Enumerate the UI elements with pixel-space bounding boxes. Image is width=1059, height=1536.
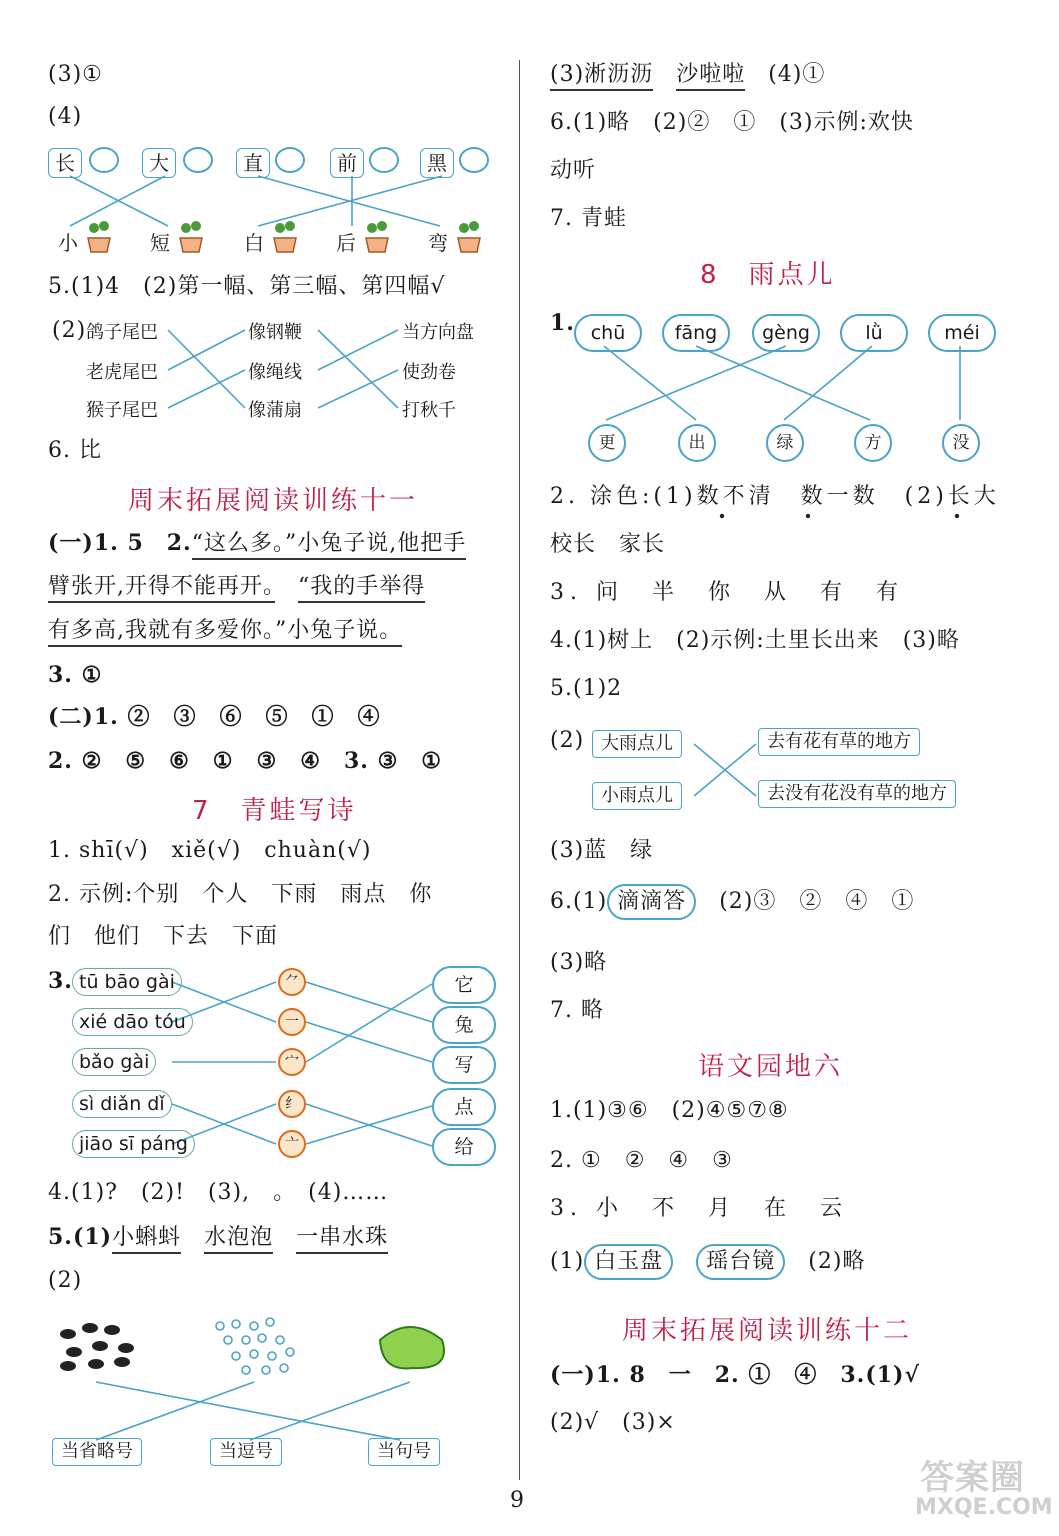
answer-line: 1.(1)③⑥ (2)④⑤⑦⑧ xyxy=(550,1098,789,1123)
char-drop: 更 xyxy=(588,424,626,462)
underlined-answer: “我的手举得 xyxy=(298,574,425,603)
word-label: 小 xyxy=(58,231,79,255)
answer-line: (2) xyxy=(48,1268,83,1293)
pinyin-pill: bǎo gài xyxy=(72,1048,156,1076)
char-drop: 出 xyxy=(678,424,716,462)
rain-box: 小雨点儿 xyxy=(592,782,682,810)
answer-text: (2)略 xyxy=(808,1249,866,1274)
answer-line: (3)略 xyxy=(550,950,608,975)
answer-line: 4.(1)树上 (2)示例:土里长出来 (3)略 xyxy=(550,628,960,653)
underlined-answer: (3)淅沥沥 xyxy=(550,62,653,91)
answer-line: 3. 问 半 你 从 有 有 xyxy=(550,580,904,605)
answer-line: 3. xyxy=(48,968,73,994)
underlined-answer: 小蝌蚪 xyxy=(112,1225,181,1254)
char-drop: 方 xyxy=(854,424,892,462)
answer-line: (3)① xyxy=(48,62,103,87)
dotted-word: 数一数 xyxy=(800,484,879,509)
answer-label: 5.(1) xyxy=(48,1224,113,1250)
answer-line: 校长 家长 xyxy=(550,532,666,557)
answer-line: 3. ① xyxy=(48,662,103,688)
answer-text: (2)长大 xyxy=(904,484,1000,509)
answer-line: 2. 示例:个别 个人 下雨 雨点 你 xyxy=(48,882,433,907)
answer-line: 1. shī(√) xiě(√) chuàn(√) xyxy=(48,838,372,863)
punctuation-box: 当逗号 xyxy=(210,1438,282,1466)
underlined-answer: 臂张开,开得不能再开。 xyxy=(48,574,275,603)
answer-line: (二)1. ② ③ ⑥ ⑤ ① ④ xyxy=(48,704,381,730)
word-label: 弯 xyxy=(428,231,449,255)
oval-answer: 白玉盘 xyxy=(584,1244,673,1280)
answer-line: (4) xyxy=(48,104,83,129)
underlined-answer: 水泡泡 xyxy=(204,1225,273,1254)
word-label: 短 xyxy=(150,231,171,255)
oval-answer: 滴滴答 xyxy=(607,884,696,920)
char-drop: 没 xyxy=(942,424,980,462)
pinyin-pill: tū bāo gài xyxy=(72,968,182,996)
place-box: 去有花有草的地方 xyxy=(758,728,920,756)
section-title: 7 青蛙写诗 xyxy=(192,796,357,826)
pinyin-pill: xié dāo tóu xyxy=(72,1008,193,1036)
answer-line: 5.(1)4 (2)第一幅、第三幅、第四幅√ xyxy=(48,274,446,299)
section-title: 语文园地六 xyxy=(698,1052,844,1082)
underlined-answer: 沙啦啦 xyxy=(676,62,745,91)
word-box: 大 xyxy=(142,148,176,178)
punctuation-box: 当省略号 xyxy=(52,1438,142,1466)
radical-sun: 一 xyxy=(278,1008,306,1036)
answer-line: 动听 xyxy=(550,158,597,183)
like-item: 像钢鞭 xyxy=(248,322,302,343)
answer-line: 1. xyxy=(550,310,575,336)
radical-sun: ⺈ xyxy=(278,968,306,996)
word-box: 长 xyxy=(48,148,82,178)
radical-sun: 亠 xyxy=(278,1130,306,1158)
punctuation-box: 当句号 xyxy=(368,1438,440,1466)
answer-line: 们 他们 下去 下面 xyxy=(48,924,279,949)
answer-line: 7. 青蛙 xyxy=(550,206,627,231)
word-box: 黑 xyxy=(420,148,454,178)
watermark-logo: 答案圈 xyxy=(920,1458,1025,1498)
pinyin-cloud: méi xyxy=(928,314,996,352)
answer-text: (2)③ ② ④ ① xyxy=(719,889,915,914)
char-cloud: 兔 xyxy=(432,1006,496,1044)
char-cloud: 给 xyxy=(432,1128,496,1166)
answer-line: (一)1. 8 一 2. ① ④ 3.(1)√ xyxy=(550,1362,920,1388)
page-number: 9 xyxy=(510,1488,524,1513)
watermark-url: MXQE.COM xyxy=(915,1495,1053,1520)
answer-line: 6. 比 xyxy=(48,438,102,463)
answer-line: 2. ① ② ④ ③ xyxy=(550,1148,733,1173)
radical-sun: 宀 xyxy=(278,1048,306,1076)
tail-item: 老虎尾巴 xyxy=(86,362,158,383)
answer-label: (一)1. 5 2. xyxy=(48,530,192,556)
word-box: 直 xyxy=(236,148,270,178)
answer-line: 5.(1)2 xyxy=(550,676,623,701)
answer-line: (2) xyxy=(52,318,87,343)
char-drop: 绿 xyxy=(766,424,804,462)
answer-line xyxy=(550,884,914,920)
use-item: 使劲卷 xyxy=(402,362,456,383)
answer-label: 6.(1) xyxy=(550,889,608,914)
char-cloud: 点 xyxy=(432,1088,496,1126)
pinyin-cloud: fāng xyxy=(662,314,730,352)
underlined-answer: 一串水珠 xyxy=(296,1225,388,1254)
pinyin-pill: sì diǎn dǐ xyxy=(72,1090,172,1118)
section-title: 周末拓展阅读训练十一 xyxy=(128,486,419,516)
answer-line: 2. ② ⑤ ⑥ ① ③ ④ 3. ③ ① xyxy=(48,748,443,774)
answer-line: 4.(1)? (2)! (3), 。 (4)…… xyxy=(48,1180,389,1205)
rain-box: 大雨点儿 xyxy=(592,730,682,758)
pinyin-pill: jiāo sī páng xyxy=(72,1130,195,1158)
dotted-word: 数不清 xyxy=(696,484,775,509)
tail-item: 猴子尾巴 xyxy=(86,400,158,421)
radical-sun: 纟 xyxy=(278,1090,306,1118)
like-item: 像蒲扇 xyxy=(248,400,302,421)
char-cloud: 写 xyxy=(432,1046,496,1084)
use-item: 当方向盘 xyxy=(402,322,474,343)
answer-line xyxy=(550,1244,865,1280)
answer-line: 7. 略 xyxy=(550,998,604,1023)
word-label: 白 xyxy=(244,231,265,255)
like-item: 像绳线 xyxy=(248,362,302,383)
answer-text: (4)① xyxy=(768,62,826,87)
answer-line: (2)√ (3)× xyxy=(550,1410,676,1435)
pinyin-cloud: chū xyxy=(574,314,642,352)
place-box: 去没有花没有草的地方 xyxy=(758,780,956,808)
answer-line: (2) xyxy=(550,728,585,753)
underlined-answer: “这么多。”小兔子说,他把手 xyxy=(192,531,467,560)
oval-answer: 瑶台镜 xyxy=(696,1244,785,1280)
section-title: 周末拓展阅读训练十二 xyxy=(622,1316,913,1346)
word-label: 后 xyxy=(336,231,357,255)
answer-label: 2. 涂色:(1) xyxy=(550,484,697,509)
use-item: 打秋千 xyxy=(402,400,456,421)
char-cloud: 它 xyxy=(432,966,496,1004)
answer-line: (3)蓝 绿 xyxy=(550,838,654,863)
section-title: 8 雨点儿 xyxy=(700,260,836,290)
pinyin-cloud: lǜ xyxy=(840,314,908,352)
tail-item: 鸽子尾巴 xyxy=(86,322,158,343)
word-box: 前 xyxy=(330,148,364,178)
answer-label: (1) xyxy=(550,1249,585,1274)
pinyin-cloud: gèng xyxy=(752,314,820,352)
underlined-answer: 有多高,我就有多爱你。”小兔子说。 xyxy=(48,618,402,647)
answer-line: 3. 小 不 月 在 云 xyxy=(550,1196,848,1221)
answer-line: 6.(1)略 (2)② ① (3)示例:欢快 xyxy=(550,110,914,135)
